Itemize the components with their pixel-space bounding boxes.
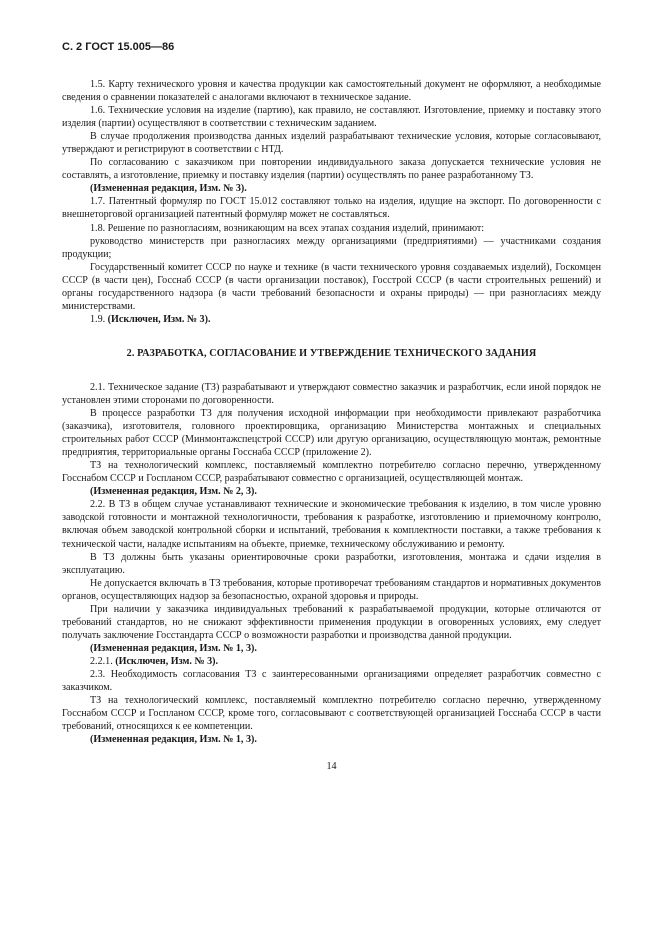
paragraph-1-6: 1.6. Технические условия на изделие (партию), как правило, не составляют. Изготовление, приемку и поставку этого изделия (партии) осуществляют в соответствии с техническим заданием.	[62, 105, 601, 130]
paragraph-2-1-b: ТЗ на технологический комплекс, поставляемый комплектно потребителю согласно перечню, утвержденному Госснабом СССР и Госпланом СССР, разрабатывают совместно с организацией, осуществляющей монтаж.	[62, 460, 601, 485]
paragraph-2-1-a: В процессе разработки ТЗ для получения исходной информации при необходимости привлекают разработчика (заказчика), изготовителя, головного проектировщика, организацию Министерства монтажных и специальных строительных работ СССР (Минмонтажспецстрой СССР) или другую организацию, осуществляющую монтаж, ремонтные предприятия, территориальные органы Госснаба СССР (приложение 2).	[62, 408, 601, 459]
paragraph-2-2-1	[62, 655, 601, 668]
amendment-note: (Измененная редакция, Изм. № 2, 3).	[90, 486, 257, 498]
paragraph-2-1: 2.1. Техническое задание (ТЗ) разрабатывают и утверждают совместно заказчик и разработчик, если иной порядок не установлен этими сторонами по договоренности.	[62, 381, 601, 406]
section-2-title: 2. РАЗРАБОТКА, СОГЛАСОВАНИЕ И УТВЕРЖДЕНИЕ ТЕХНИЧЕСКОГО ЗАДАНИЯ	[126, 347, 537, 359]
amendment-note: (Измененная редакция, Изм. № 3).	[90, 183, 247, 195]
amendment-note: (Измененная редакция, Изм. № 1, 3).	[90, 734, 257, 746]
paragraph-1-5: 1.5. Карту технического уровня и качества продукции как самостоятельный документ не оформляют, а необходимые сведения о сравнении показателей с аналогами включают в техническое задание.	[62, 79, 601, 104]
paragraph-1-8-a: руководство министерств при разногласиях между организациями (предприятиями) — участниками создания продукции;	[62, 235, 601, 260]
excluded-note: (Исключен, Изм. № 3).	[107, 313, 211, 325]
section-2-body	[62, 381, 601, 746]
clause-number: 1.9.	[90, 313, 108, 325]
paragraph-2-2-b: Не допускается включать в ТЗ требования, которые противоречат требованиям стандартов и нормативных документов органов, осуществляющих надзор за безопасностью, охраной здоровья и природы.	[62, 577, 601, 602]
excluded-note: (Исключен, Изм. № 3).	[115, 655, 219, 667]
page-number: 14	[326, 761, 337, 773]
paragraph-2-3-a: ТЗ на технологический комплекс, поставляемый комплектно потребителю согласно перечню, утвержденному Госснабом СССР и Госпланом СССР, кроме того, согласовывают с соответствующей организацией Госснаба СССР в части требований, относящихся к ее компетенции.	[62, 695, 601, 733]
clause-number: 2.2.1.	[90, 655, 116, 667]
paragraph-1-6-b: По согласованию с заказчиком при повторении индивидуального заказа допускается технические условия не составлять, а изготовление, приемку и поставку изделия (партии) осуществлять по ранее разработанному ТЗ.	[62, 157, 601, 182]
paragraph-2-3: 2.3. Необходимость согласования ТЗ с заинтересованными организациями определяет разработчик совместно с заказчиком.	[62, 668, 601, 694]
page-header: С. 2 ГОСТ 15.005—86	[62, 41, 175, 53]
paragraph-1-6-a: В случае продолжения производства данных изделий разрабатывают технические условия, которые согласовывают, утверждают и регистрируют в соответствии с НТД.	[62, 131, 601, 156]
paragraph-1-8-b: Государственный комитет СССР по науке и технике (в части технического уровня создаваемых изделий), Госкомцен СССР (в части цен), Госснаб СССР (в части организации поставок), Госстрой СССР (в части строительных решений) и органы государственного надзора (в части требований безопасности и охраны природы) — при разногласиях между министерствами.	[62, 261, 601, 312]
paragraph-2-2-c: При наличии у заказчика индивидуальных требований к разрабатываемой продукции, которые отличаются от требований стандартов, но не снижают эффективности применения продукции в оговоренных условиях, ему следует получать заключение Госстандарта СССР о возможности разработки и производства данной продукции.	[62, 603, 601, 641]
section-1-body	[62, 78, 601, 326]
amendment-note: (Измененная редакция, Изм. № 1, 3).	[90, 642, 257, 654]
paragraph-1-9	[62, 313, 601, 326]
paragraph-2-2: 2.2. В ТЗ в общем случае устанавливают технические и экономические требования к изделию, в том числе уровню заводской готовности и монтажной технологичности, требования к разработке, изготовлению и приемочному контролю, включая объем заводской контрольной сборки и испытаний, требования к комплектности поставки, а также требования к технической части, наладке испытаниям на объекте, приемке, техническому обслуживанию и ремонту.	[62, 499, 601, 550]
paragraph-2-2-a: В ТЗ должны быть указаны ориентировочные сроки разработки, изготовления, монтажа и сдачи изделия в эксплуатацию.	[62, 551, 601, 576]
paragraph-1-7: 1.7. Патентный формуляр по ГОСТ 15.012 составляют только на изделия, идущие на экспорт. По договоренности с внешнеторговой организацией патентный формуляр может не составляться.	[62, 196, 601, 221]
paragraph-1-8: 1.8. Решение по разногласиям, возникающим на всех этапах создания изделий, принимают:	[90, 222, 485, 234]
